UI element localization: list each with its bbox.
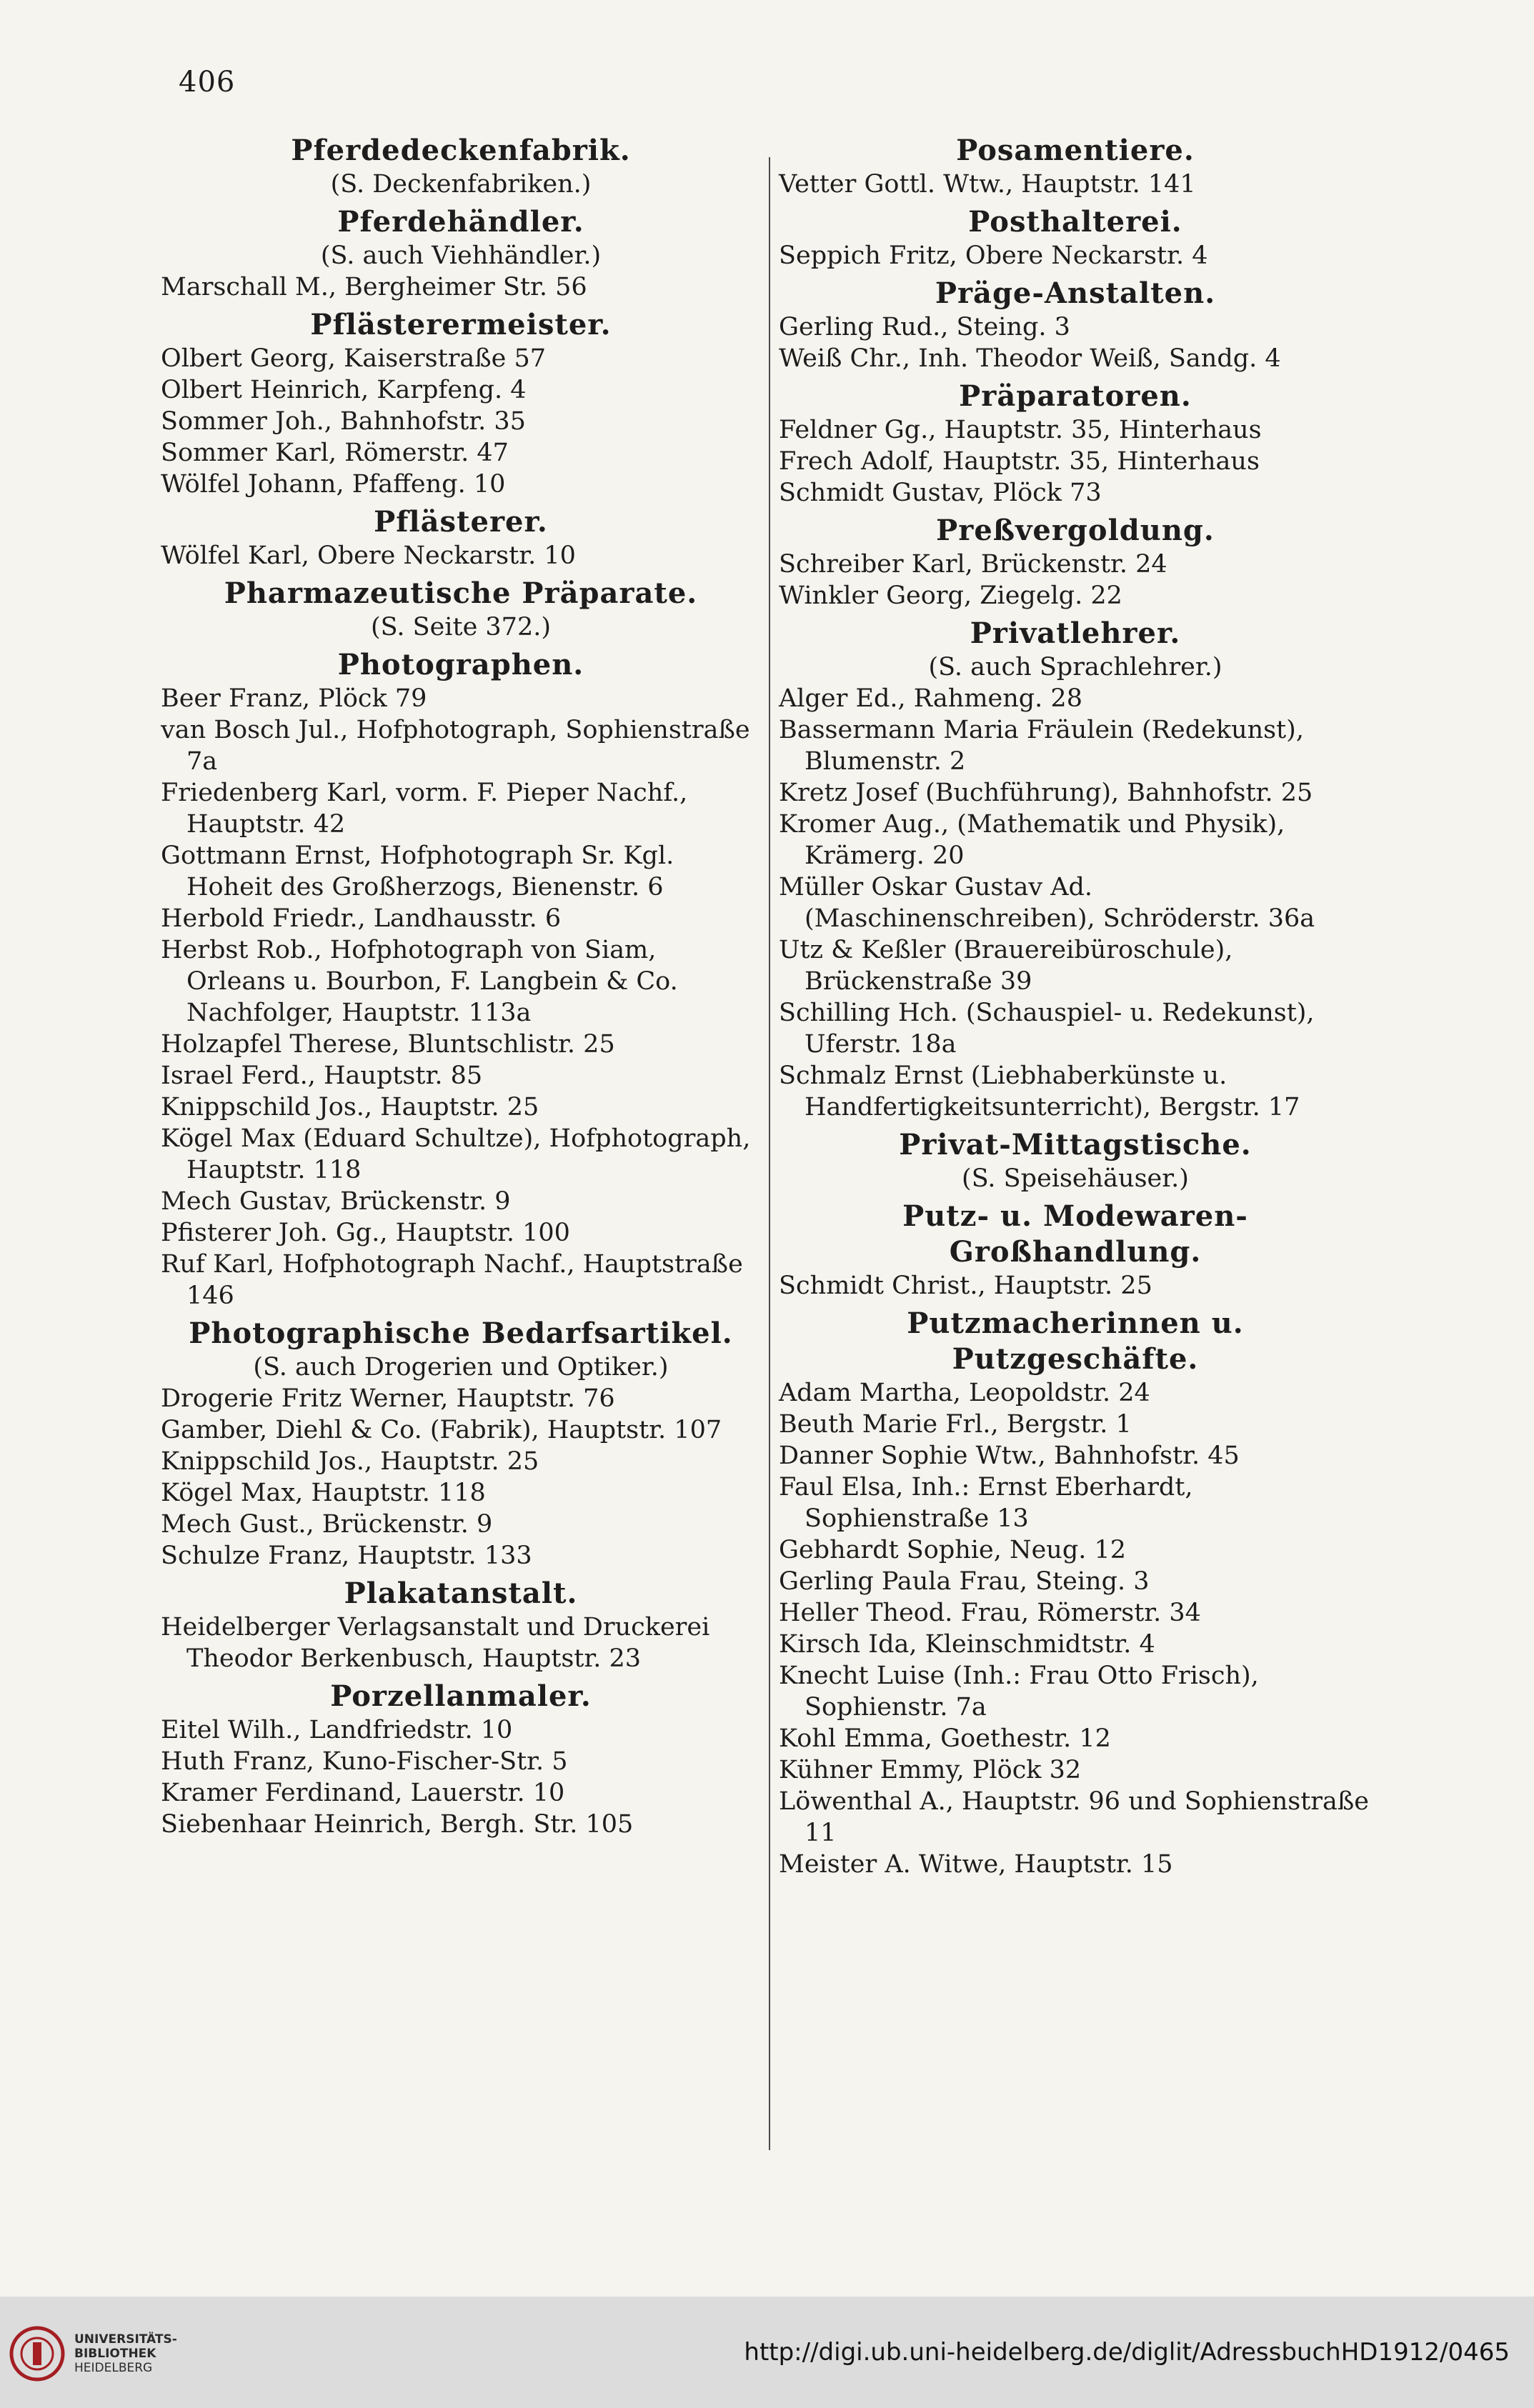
directory-entry: Adam Martha, Leopoldstr. 24 [779,1379,1150,1407]
directory-entry: Siebenhaar Heinrich, Bergh. Str. 105 [161,1810,634,1839]
directory-entry: Ruf Karl, Hofphotograph Nachf., Hauptstraße 146 [161,1250,743,1310]
directory-entry: Sommer Karl, Römerstr. 47 [161,439,509,467]
directory-section [779,616,1372,1123]
directory-entry: Kretz Josef (Buchführung), Bahnhofstr. 25 [779,779,1313,807]
directory-entry: Holzapfel Therese, Bluntschlistr. 25 [161,1030,615,1059]
directory-entry: Kirsch Ida, Kleinschmidtstr. 4 [779,1630,1155,1659]
directory-entry: Danner Sophie Wtw., Bahnhofstr. 45 [779,1442,1240,1470]
library-name [74,2332,177,2375]
directory-entry: Schmalz Ernst (Liebhaberkünste u. Handfertigkeitsunterricht), Bergstr. 17 [779,1061,1300,1121]
directory-entry: Kögel Max (Eduard Schultze), Hofphotograph, Hauptstr. 118 [161,1124,751,1184]
directory-entry: Mech Gustav, Brückenstr. 9 [161,1187,511,1216]
section-heading: Privat-Mittagstische. [899,1128,1252,1161]
directory-entry: Knippschild Jos., Hauptstr. 25 [161,1447,539,1476]
section-heading: Putzmacherinnen u. Putzgeschäfte. [907,1307,1244,1376]
directory-entry: Schreiber Karl, Brückenstr. 24 [779,550,1167,579]
section-heading: Pflästerermeister. [310,308,612,341]
cross-reference: (S. auch Viehhändler.) [320,241,602,270]
directory-entry: Kromer Aug., (Mathematik und Physik), Krämerg. 20 [779,810,1285,870]
directory-entry: Kögel Max, Hauptstr. 118 [161,1479,486,1507]
directory-section [779,204,1372,271]
directory-section [779,1127,1372,1194]
directory-entry: Heidelberger Verlagsanstalt und Druckerei Theodor Berkenbusch, Hauptstr. 23 [161,1613,710,1673]
source-url-link[interactable]: http://digi.ub.uni-heidelberg.de/diglit/AdressbuchHD1912/0465 [744,2338,1510,2367]
directory-section [779,379,1372,509]
directory-section [161,204,761,303]
section-heading: Pferdedeckenfabrik. [291,134,631,167]
directory-entry: Gebhardt Sophie, Neug. 12 [779,1536,1127,1564]
directory-section [779,1199,1372,1302]
directory-entry: Schilling Hch. (Schauspiel- u. Redekunst), Uferstr. 18a [779,999,1315,1059]
directory-entry: Mech Gust., Brückenstr. 9 [161,1510,493,1539]
directory-entry: Schmidt Gustav, Plöck 73 [779,479,1102,507]
directory-section [779,513,1372,611]
library-name-line: BIBLIOTHEK [74,2347,156,2361]
directory-entry: Huth Franz, Kuno-Fischer-Str. 5 [161,1747,568,1776]
directory-entry: Kühner Emmy, Plöck 32 [779,1756,1082,1784]
directory-entry: Seppich Fritz, Obere Neckarstr. 4 [779,241,1208,270]
directory-entry: Feldner Gg., Hauptstr. 35, Hinterhaus [779,416,1262,444]
directory-entry: Drogerie Fritz Werner, Hauptstr. 76 [161,1384,615,1413]
university-seal-icon [9,2325,66,2382]
directory-entry: Müller Oskar Gustav Ad. (Maschinenschreiben), Schröderstr. 36a [779,873,1315,933]
directory-entry: Schmidt Christ., Hauptstr. 25 [779,1272,1152,1300]
directory-entry: van Bosch Jul., Hofphotograph, Sophienstraße 7a [161,716,750,776]
cross-reference: (S. Deckenfabriken.) [330,170,592,199]
left-column [161,129,761,1844]
cross-reference: (S. auch Drogerien und Optiker.) [253,1353,669,1382]
directory-section [161,1576,761,1674]
directory-section [161,133,761,200]
directory-entry: Gerling Paula Frau, Steing. 3 [779,1567,1150,1596]
directory-entry: Vetter Gottl. Wtw., Hauptstr. 141 [779,170,1196,199]
directory-entry: Wölfel Johann, Pfaffeng. 10 [161,470,506,499]
section-heading: Preßvergoldung. [936,514,1215,547]
directory-entry: Gerling Rud., Steing. 3 [779,313,1070,341]
directory-entry: Heller Theod. Frau, Römerstr. 34 [779,1599,1201,1627]
directory-entry: Sommer Joh., Bahnhofstr. 35 [161,407,526,436]
directory-entry: Eitel Wilh., Landfriedstr. 10 [161,1716,513,1744]
directory-section [161,647,761,1312]
section-heading: Posthalterei. [968,205,1182,239]
directory-entry: Kohl Emma, Goethestr. 12 [779,1724,1111,1753]
directory-entry: Alger Ed., Rahmeng. 28 [779,684,1082,713]
directory-section [779,133,1372,200]
directory-entry: Frech Adolf, Hauptstr. 35, Hinterhaus [779,447,1260,476]
directory-section [779,276,1372,374]
directory-entry: Gottmann Ernst, Hofphotograph Sr. Kgl. Hoheit des Großherzogs, Bienenstr. 6 [161,841,674,901]
directory-entry: Bassermann Maria Fräulein (Redekunst), Blumenstr. 2 [779,716,1304,776]
directory-entry: Faul Elsa, Inh.: Ernst Eberhardt, Sophienstraße 13 [779,1473,1193,1533]
section-heading: Pferdehändler. [337,205,584,239]
section-heading: Privatlehrer. [970,616,1181,650]
page-number: 406 [179,66,236,99]
directory-entry: Friedenberg Karl, vorm. F. Pieper Nachf., Hauptstr. 42 [161,779,688,839]
directory-entry: Marschall M., Bergheimer Str. 56 [161,273,587,301]
directory-entry: Herbst Rob., Hofphotograph von Siam, Orleans u. Bourbon, F. Langbein & Co. Nachfolger, Hauptstr. 113a [161,936,678,1027]
section-heading: Porzellanmaler. [330,1679,592,1713]
column-divider [769,157,770,2150]
directory-entry: Beuth Marie Frl., Bergstr. 1 [779,1410,1132,1439]
directory-entry: Beer Franz, Plöck 79 [161,684,427,713]
viewer-footer [0,2297,1534,2408]
directory-entry: Winkler Georg, Ziegelg. 22 [779,581,1122,610]
section-heading: Präparatoren. [959,379,1192,413]
section-heading: Plakatanstalt. [344,1577,578,1610]
library-name-line: UNIVERSITÄTS- [74,2332,177,2347]
directory-entry: Olbert Georg, Kaiserstraße 57 [161,344,547,373]
directory-section [161,1679,761,1840]
directory-entry: Gamber, Diehl & Co. (Fabrik), Hauptstr. 107 [161,1416,722,1444]
section-heading: Putz- u. Modewaren-Großhandlung. [902,1199,1248,1269]
directory-entry: Utz & Keßler (Brauereibüroschule), Brückenstraße 39 [779,936,1233,996]
directory-section [161,576,761,643]
section-heading: Pflästerer. [374,505,548,539]
cross-reference: (S. Seite 372.) [370,613,551,641]
directory-section [779,1306,1372,1880]
directory-entry: Wölfel Karl, Obere Neckarstr. 10 [161,541,576,570]
directory-entry: Olbert Heinrich, Karpfeng. 4 [161,376,527,404]
cross-reference: (S. Speisehäuser.) [962,1164,1189,1193]
section-heading: Photographen. [337,648,584,681]
section-heading: Pharmazeutische Präparate. [224,576,698,610]
directory-entry: Knecht Luise (Inh.: Frau Otto Frisch), Sophienstr. 7a [779,1662,1259,1722]
directory-section [161,504,761,571]
section-heading: Präge-Anstalten. [935,276,1216,310]
cross-reference: (S. auch Sprachlehrer.) [928,653,1222,681]
section-heading: Posamentiere. [956,134,1195,167]
directory-entry: Israel Ferd., Hauptstr. 85 [161,1061,483,1090]
directory-entry: Weiß Chr., Inh. Theodor Weiß, Sandg. 4 [779,344,1281,373]
directory-entry: Herbold Friedr., Landhausstr. 6 [161,904,562,933]
directory-entry: Schulze Franz, Hauptstr. 133 [161,1542,532,1570]
directory-entry: Pfisterer Joh. Gg., Hauptstr. 100 [161,1219,570,1247]
directory-entry: Knippschild Jos., Hauptstr. 25 [161,1093,539,1121]
right-column [779,129,1372,1884]
directory-section [161,307,761,500]
library-name-line: HEIDELBERG [74,2361,153,2375]
directory-entry: Löwenthal A., Hauptstr. 96 und Sophienstraße 11 [779,1787,1369,1847]
section-heading: Photographische Bedarfsartikel. [189,1317,733,1350]
directory-section [161,1316,761,1572]
directory-entry: Meister A. Witwe, Hauptstr. 15 [779,1850,1173,1879]
directory-entry: Kramer Ferdinand, Lauerstr. 10 [161,1779,565,1807]
